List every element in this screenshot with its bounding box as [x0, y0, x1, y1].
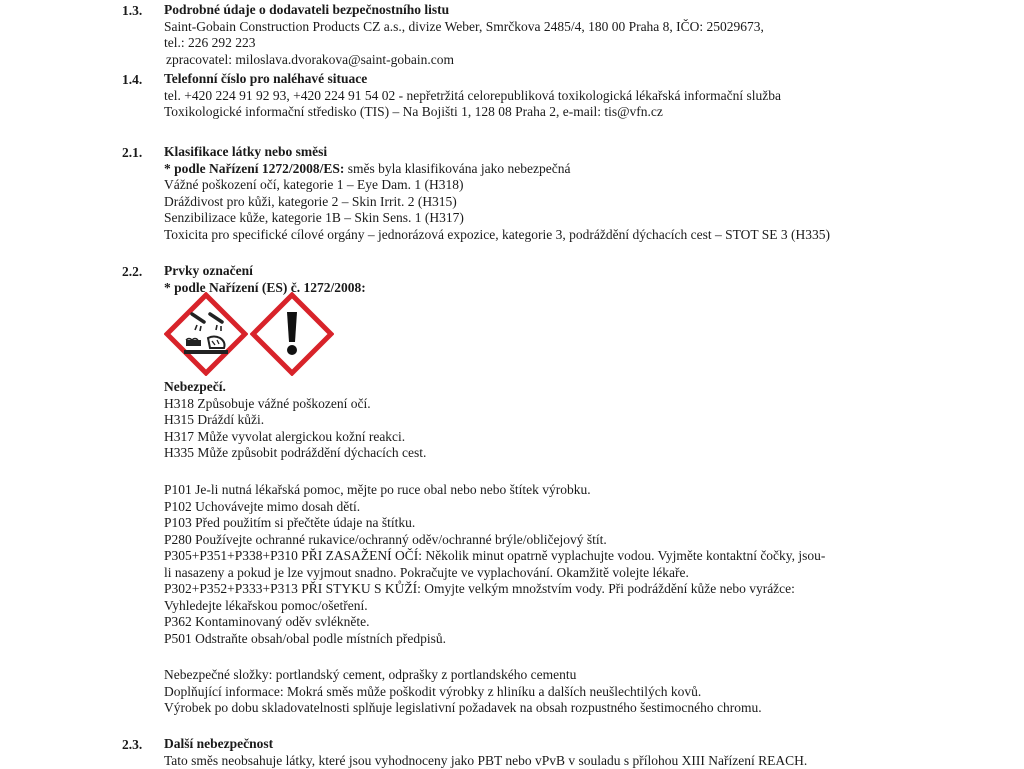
corrosion-icon — [164, 292, 248, 376]
precautionary-statements — [164, 482, 1004, 647]
precautionary-statement: P302+P352+P333+P313 PŘI STYKU S KŮŽÍ: Omyjte velkým množstvím vody. Při podráždění kůže nebo vyrážce: — [164, 581, 1004, 598]
precautionary-statement: li nasazeny a pokud je lze vyjmout snadno. Pokračujte ve vyplachování. Okamžitě volejte lékaře. — [164, 565, 1004, 582]
chromium-compliance: Výrobek po dobu skladovatelnosti splňuje legislativní požadavek na obsah rozpustného šestimocného chromu. — [164, 700, 1004, 717]
precautionary-statement: P280 Používejte ochranné rukavice/ochranný oděv/ochranné brýle/obličejový štít. — [164, 532, 1004, 549]
signal-word: Nebezpečí. — [164, 379, 1004, 396]
classification-regulation-line — [164, 161, 1004, 178]
precautionary-statement: P501 Odstraňte obsah/obal podle místních předpisů. — [164, 631, 1004, 648]
precautionary-statement: P103 Před použitím si přečtěte údaje na štítku. — [164, 515, 1004, 532]
hazard-statement: H335 Může způsobit podráždění dýchacích cest. — [164, 445, 1004, 462]
section-title: Telefonní číslo pro naléhavé situace — [164, 71, 1004, 88]
section-1-3 — [164, 2, 1004, 68]
section-title: Podrobné údaje o dodavateli bezpečnostního listu — [164, 2, 1004, 19]
section-number-1-3: 1.3. — [122, 2, 142, 19]
exclamation-mark-icon — [250, 292, 334, 376]
supplier-contact-email: zpracovatel: miloslava.dvorakova@saint-gobain.com — [164, 52, 1004, 69]
section-number-2-3: 2.3. — [122, 736, 142, 753]
hazard-statement: H317 Může vyvolat alergickou kožní reakci. — [164, 429, 1004, 446]
section-2-2-body — [164, 379, 1004, 462]
classification-item: Senzibilizace kůže, kategorie 1B – Skin Sens. 1 (H317) — [164, 210, 1004, 227]
classification-item: Dráždivost pro kůži, kategorie 2 – Skin Irrit. 2 (H315) — [164, 194, 1004, 211]
precautionary-statement: P102 Uchovávejte mimo dosah dětí. — [164, 499, 1004, 516]
precautionary-statement: P101 Je-li nutná lékařská pomoc, mějte po ruce obal nebo nebo štítek výrobku. — [164, 482, 1004, 499]
supplemental-information — [164, 667, 1004, 717]
section-number-2-2: 2.2. — [122, 263, 142, 280]
precautionary-statement: P305+P351+P338+P310 PŘI ZASAŽENÍ OČÍ: Několik minut opatrně vyplachujte vodou. Vyjměte kontaktní čočky, jsou- — [164, 548, 1004, 565]
supplier-phone: tel.: 226 292 223 — [164, 35, 1004, 52]
regulation-text: směs byla klasifikována jako nebezpečná — [344, 161, 570, 176]
section-number-2-1: 2.1. — [122, 144, 142, 161]
emergency-phone-line: tel. +420 224 91 92 93, +420 224 91 54 02 - nepřetržitá celorepubliková toxikologická lékařská informační služba — [164, 88, 1004, 105]
classification-item: Toxicita pro specifické cílové orgány – jednorázová expozice, kategorie 3, podráždění dýchacích cest – STOT SE 3 (H335) — [164, 227, 1004, 244]
toxicology-center-line: Toxikologické informační středisko (TIS) – Na Bojišti 1, 128 08 Praha 2, e-mail: tis@vfn.cz — [164, 104, 1004, 121]
section-1-4 — [164, 71, 1004, 121]
regulation-label: * podle Nařízení (ES) č. 1272/2008: — [164, 280, 1004, 297]
classification-item: Vážné poškození očí, kategorie 1 – Eye Dam. 1 (H318) — [164, 177, 1004, 194]
section-2-3 — [164, 736, 1004, 769]
precautionary-statement: Vyhledejte lékařskou pomoc/ošetření. — [164, 598, 1004, 615]
section-title: Prvky označení — [164, 263, 1004, 280]
hazard-statement: H315 Dráždí kůži. — [164, 412, 1004, 429]
regulation-label: * podle Nařízení 1272/2008/ES: — [164, 161, 344, 176]
supplier-line: Saint-Gobain Construction Products CZ a.s., divize Weber, Smrčkova 2485/4, 180 00 Praha 8, IČO: 25029673, — [164, 19, 1004, 36]
section-2-1 — [164, 144, 1004, 243]
section-title: Další nebezpečnost — [164, 736, 1004, 753]
hazardous-components: Nebezpečné složky: portlandský cement, odprašky z portlandského cementu — [164, 667, 1004, 684]
section-number-1-4: 1.4. — [122, 71, 142, 88]
section-title: Klasifikace látky nebo směsi — [164, 144, 1004, 161]
pbt-vpvb-statement: Tato směs neobsahuje látky, které jsou vyhodnoceny jako PBT nebo vPvB v souladu s přílohou XIII Nařízení REACH. — [164, 753, 1004, 769]
additional-information: Doplňující informace: Mokrá směs může poškodit výrobky z hliníku a dalších neušlechtilých kovů. — [164, 684, 1004, 701]
precautionary-statement: P362 Kontaminovaný oděv svlékněte. — [164, 614, 1004, 631]
hazard-statement: H318 Způsobuje vážné poškození očí. — [164, 396, 1004, 413]
